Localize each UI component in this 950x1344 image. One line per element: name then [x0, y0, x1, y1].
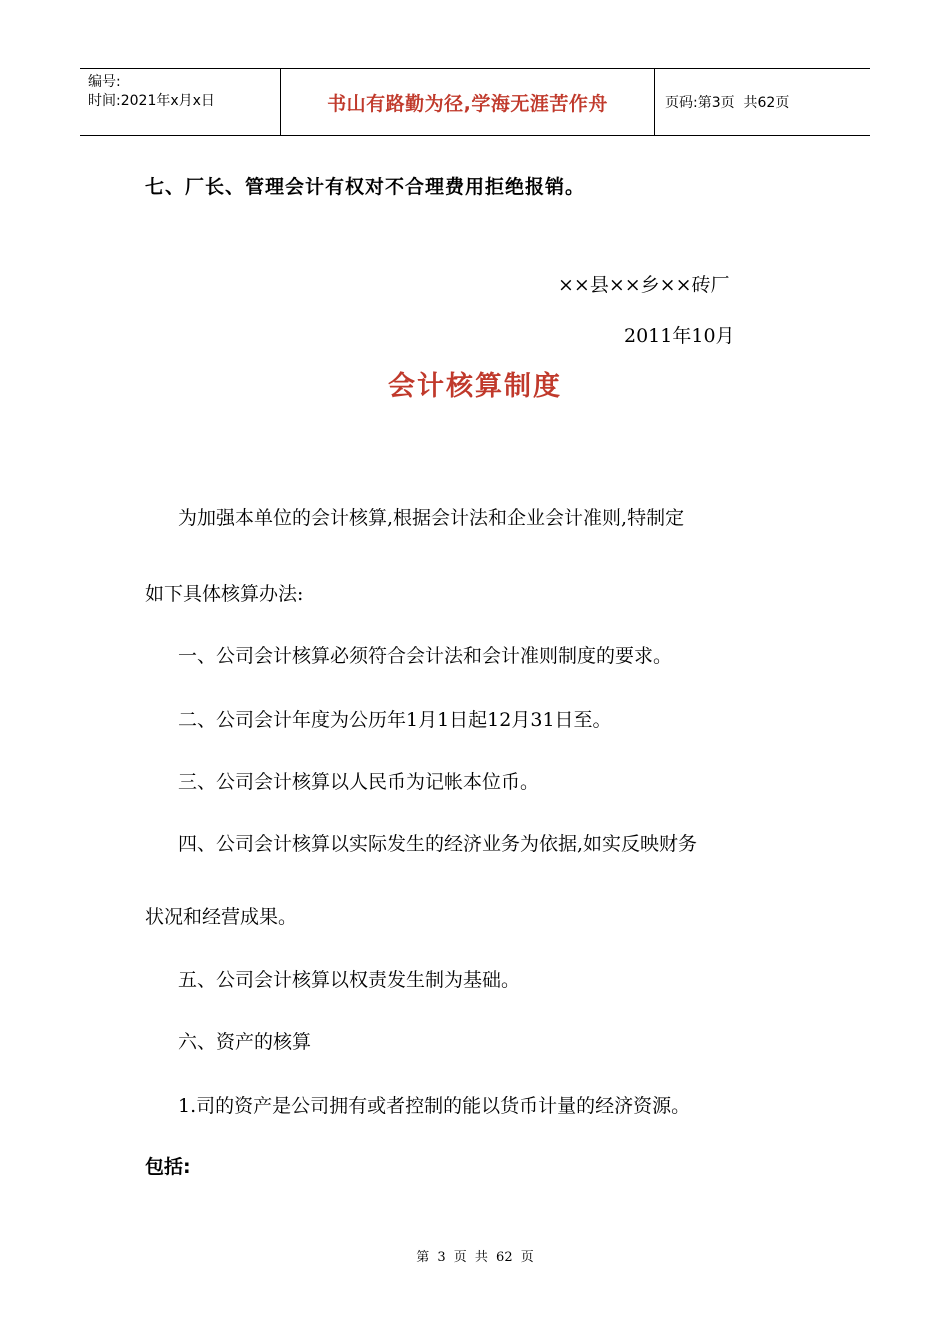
clause-one: 一、公司会计核算必须符合会计法和会计准则制度的要求。 [178, 645, 673, 667]
clause-two: 二、公司会计年度为公历年1月1日起12月31日至。 [178, 709, 612, 731]
serial-number-label: 编号: [88, 74, 121, 90]
clause-four-line2: 状况和经营成果。 [145, 906, 298, 928]
clause-six: 六、资产的核算 [178, 1031, 312, 1053]
intro-paragraph-line1: 为加强本单位的会计核算,根据会计法和企业会计准则,特制定 [178, 507, 685, 529]
page-header [80, 68, 870, 136]
clause-four-line1: 四、公司会计核算以实际发生的经济业务为依据,如实反映财务 [178, 833, 698, 855]
document-date: 2011年10月 [624, 325, 735, 347]
time-label: 时间:2021年x月x日 [88, 93, 215, 109]
header-page-info [655, 69, 870, 135]
include-label: 包括: [145, 1156, 191, 1178]
section-seven-heading: 七、厂长、管理会计有权对不合理费用拒绝报销。 [145, 176, 586, 198]
document-title: 会计核算制度 [388, 371, 562, 402]
clause-three: 三、公司会计核算以人民币为记帐本位币。 [178, 771, 540, 793]
header-meta [80, 69, 281, 135]
page-info-text: 页码:第3页 共62页 [665, 95, 790, 111]
clause-six-item-one: 1.司的资产是公司拥有或者控制的能以货币计量的经济资源。 [178, 1095, 691, 1117]
organization-name: ××县××乡××砖厂 [558, 274, 730, 296]
clause-five: 五、公司会计核算以权责发生制为基础。 [178, 969, 521, 991]
page-footer: 第 3 页 共 62 页 [416, 1250, 534, 1265]
header-motto: 书山有路勤为径,学海无涯苦作舟 [281, 69, 655, 135]
intro-paragraph-line2: 如下具体核算办法: [145, 583, 304, 605]
